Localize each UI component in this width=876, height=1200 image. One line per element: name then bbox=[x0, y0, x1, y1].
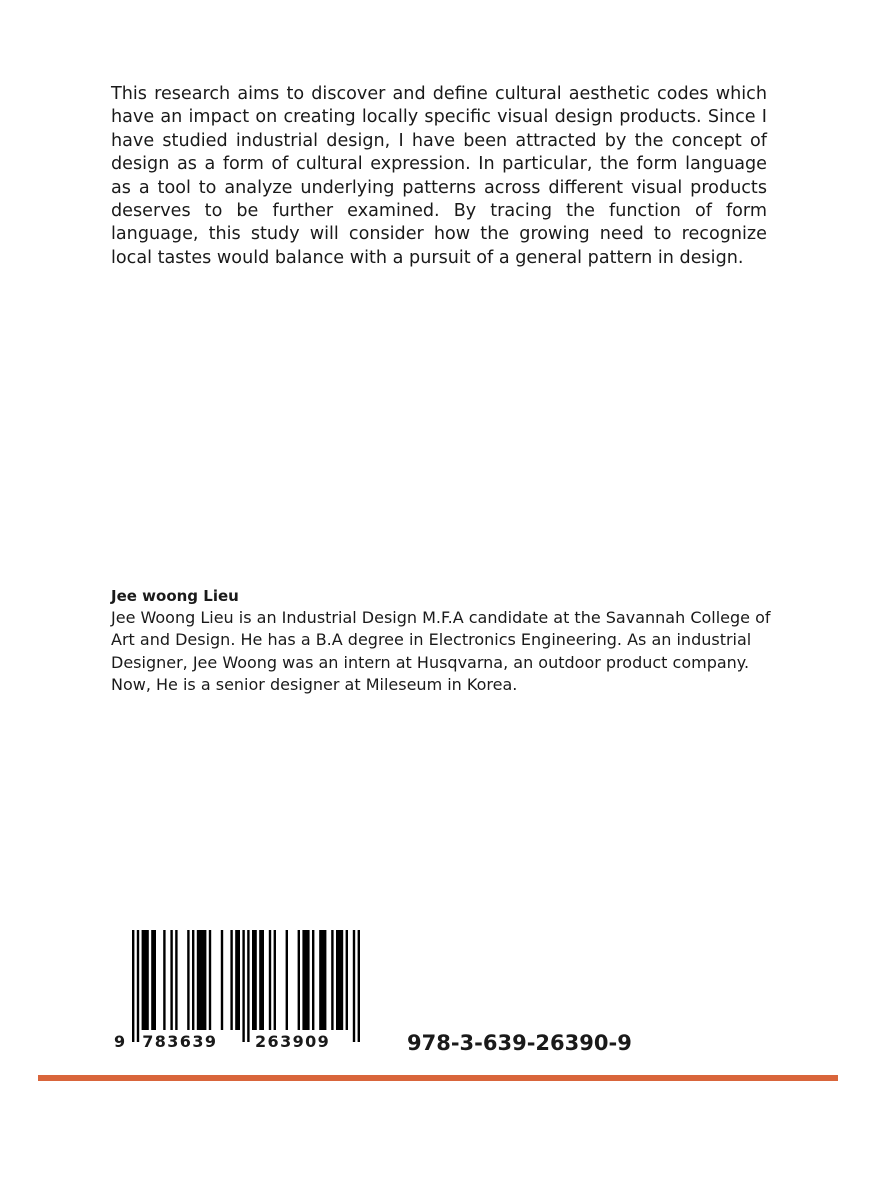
barcode-bar bbox=[170, 930, 172, 1030]
barcode-bar bbox=[346, 930, 348, 1030]
barcode-lead-digit: 9 bbox=[114, 1032, 126, 1051]
isbn-number: 978-3-639-26390-9 bbox=[407, 1031, 632, 1055]
barcode-bar bbox=[259, 930, 264, 1030]
barcode-bar bbox=[247, 930, 249, 1042]
barcode-bar bbox=[274, 930, 276, 1030]
barcode-bar bbox=[192, 930, 194, 1030]
barcode-bar bbox=[142, 930, 149, 1030]
barcode-bar bbox=[235, 930, 240, 1030]
barcode-left-digits: 783639 bbox=[142, 1032, 218, 1051]
barcode-bar bbox=[302, 930, 309, 1030]
barcode-bar bbox=[221, 930, 223, 1030]
barcode-bar bbox=[209, 930, 211, 1030]
barcode-bar bbox=[269, 930, 271, 1030]
barcode-bar bbox=[230, 930, 232, 1030]
accent-divider bbox=[38, 1075, 838, 1081]
barcode-bar bbox=[242, 930, 244, 1042]
barcode-bar bbox=[197, 930, 207, 1030]
barcode-bar bbox=[252, 930, 257, 1030]
barcode-bar bbox=[298, 930, 300, 1030]
barcode-bar bbox=[319, 930, 326, 1030]
barcode bbox=[112, 928, 362, 1058]
author-name: Jee woong Lieu bbox=[111, 587, 239, 605]
author-section bbox=[111, 585, 791, 697]
barcode-right-digits: 263909 bbox=[255, 1032, 331, 1051]
barcode-bar bbox=[331, 930, 333, 1030]
author-bio: Jee Woong Lieu is an Industrial Design M.F.A candidate at the Savannah College of Art and Design. He has a B.A degree in Electronics Engineering. As an industrial Designer, Jee Woong was an intern at Husqvarna, an outdoor product company. Now, He is a senior designer at Mileseum in Korea. bbox=[111, 608, 771, 695]
barcode-bar bbox=[286, 930, 288, 1030]
barcode-digits bbox=[112, 1032, 362, 1056]
barcode-bar bbox=[175, 930, 177, 1030]
barcode-bar bbox=[358, 930, 360, 1042]
barcode-bar bbox=[151, 930, 156, 1030]
barcode-bar bbox=[137, 930, 139, 1042]
barcode-bar bbox=[187, 930, 189, 1030]
barcode-bar bbox=[132, 930, 134, 1042]
abstract-text: This research aims to discover and define cultural aesthetic codes which have an impact on creating locally specific visual design products. Since I have studied industrial design, I have been attracted by the concept of design as a form of cultural expression. In particular, the form language as a tool to analyze underlying patterns across different visual products deserves to be further examined. By tracing the function of form language, this study will consider how the growing need to recognize local tastes would balance with a pursuit of a general pattern in design. bbox=[111, 84, 767, 268]
barcode-bar bbox=[336, 930, 343, 1030]
barcode-bar bbox=[353, 930, 355, 1042]
barcode-bar bbox=[312, 930, 314, 1030]
barcode-bar bbox=[163, 930, 165, 1030]
